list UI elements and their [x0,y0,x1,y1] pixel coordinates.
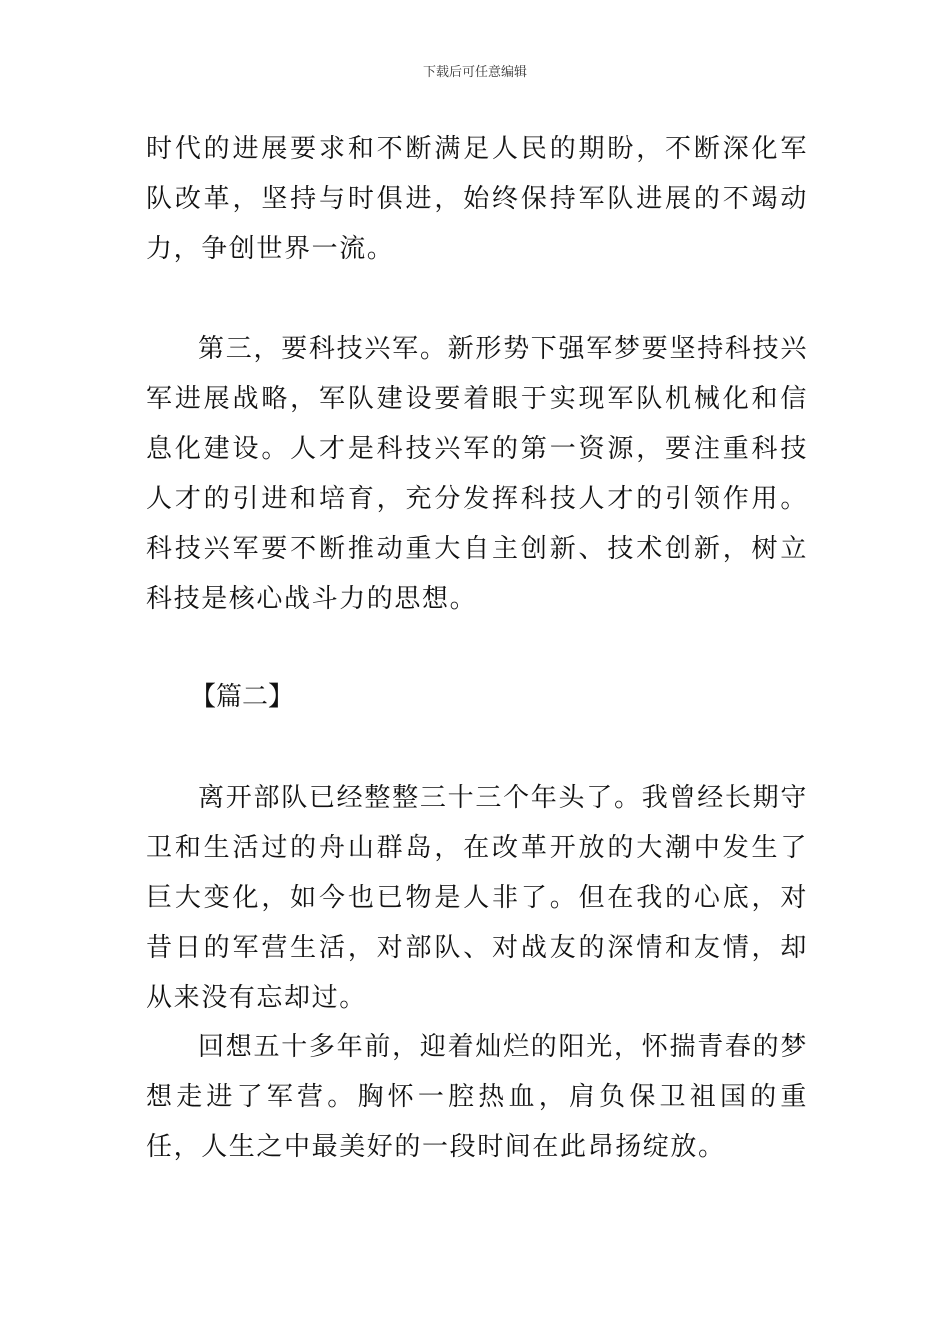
page-header: 下载后可任意编辑 [422,65,527,80]
section-heading: 【篇二】 [190,682,295,712]
paragraph-tech-army: 第三，要科技兴军。新形势下强军梦要坚持科技兴军进展战略，军队建设要着眼于实现军队机械化和信息化建设。人才是科技兴军的第一资源，要注重科技人才的引进和培育，充分发挥科技人才的引领作用。科技兴军要不断推动重大自主创新、技术创新，树立科技是核心战斗力的思想。 [146,334,808,614]
paragraph-recollection: 回想五十多年前，迎着灿烂的阳光，怀揣青春的梦想走进了军营。胸怀一腔热血，肩负保卫祖国的重任，人生之中最美好的一段时间在此昂扬绽放。 [146,1032,808,1162]
paragraph-continued: 时代的进展要求和不断满足人民的期盼，不断深化军队改革，坚持与时俱进，始终保持军队进展的不竭动力，争创世界一流。 [146,134,808,264]
paragraph-leaving-army: 离开部队已经整整三十三个年头了。我曾经长期守卫和生活过的舟山群岛，在改革开放的大潮中发生了巨大变化，如今也已物是人非了。但在我的心底，对昔日的军营生活，对部队、对战友的深情和友情，却从来没有忘却过。 [146,783,808,1013]
